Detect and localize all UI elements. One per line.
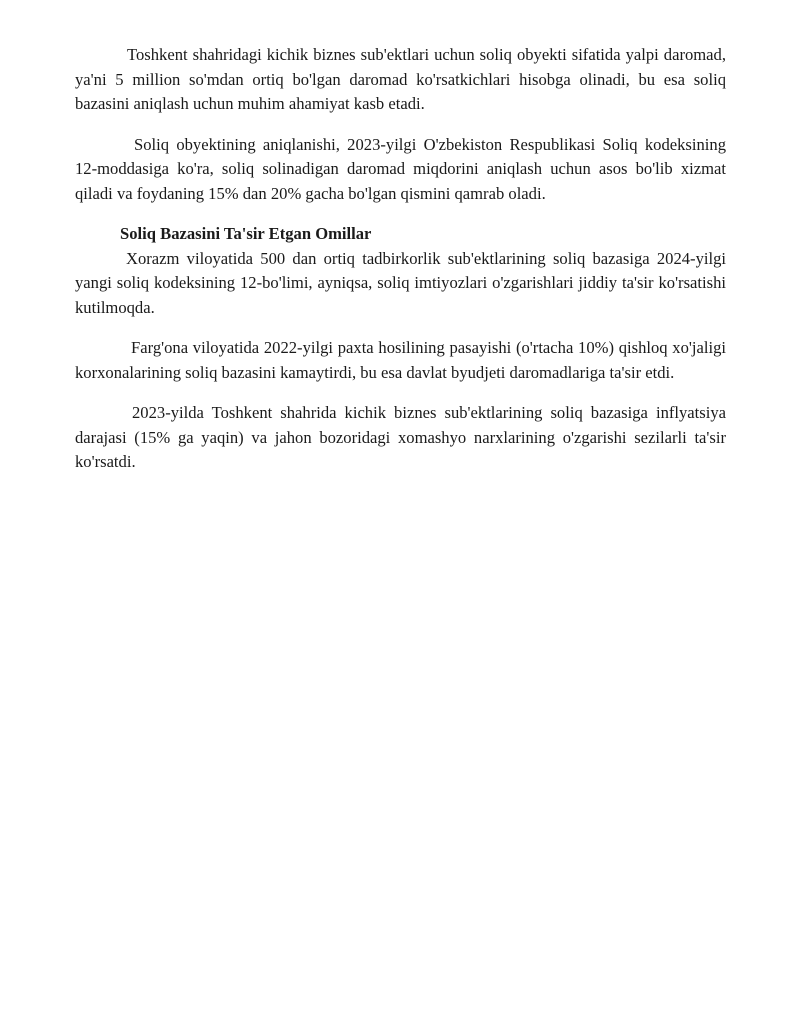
document-page (75, 43, 726, 475)
paragraph-tax-object-tashkent: Toshkent shahridagi kichik biznes sub'ektlari uchun soliq obyekti sifatida yalpi daromad, ya'ni 5 million so'mdan ortiq bo'lgan daromad ko'rsatkichlari hisobga olinadi, bu esa soliq bazasini aniqlash uchun muhim ahamiyat kasb etadi. (75, 45, 726, 113)
paragraph-tax-object-definition: Soliq obyektining aniqlanishi, 2023-yilgi O'zbekiston Respublikasi Soliq kodeksining 12-moddasiga ko'ra, soliq solinadigan daromad miqdorini aniqlash uchun asos bo'lib xizmat qiladi va foydaning 15% dan 20% gacha bo'lgan qismini qamrab oladi. (75, 134, 726, 203)
section-heading: Soliq Bazasini Ta'sir Etgan Omillar (120, 224, 372, 243)
paragraph-tashkent-inflation: 2023-yilda Toshkent shahrida kichik biznes sub'ektlarining soliq bazasiga inflyatsiya darajasi (15% ga yaqin) va jahon bozoridagi xomashyo narxlarining o'zgarishi sezilarli ta'sir ko'rsatdi. (75, 403, 726, 471)
paragraph-khorezm: Xorazm viloyatida 500 dan ortiq tadbirkorlik sub'ektlarining soliq bazasiga 2024-yilgi yangi soliq kodeksining 12-bo'limi, ayniqsa, soliq imtiyozlari o'zgarishlari jiddiy ta'sir ko'rsatishi kutilmoqda. (75, 248, 726, 317)
paragraph-fergana: Farg'ona viloyatida 2022-yilgi paxta hosilining pasayishi (o'rtacha 10%) qishloq xo'jaligi korxonalarining soliq bazasini kamaytirdi, bu esa davlat byudjeti daromadlariga ta'sir etdi. (75, 338, 726, 382)
